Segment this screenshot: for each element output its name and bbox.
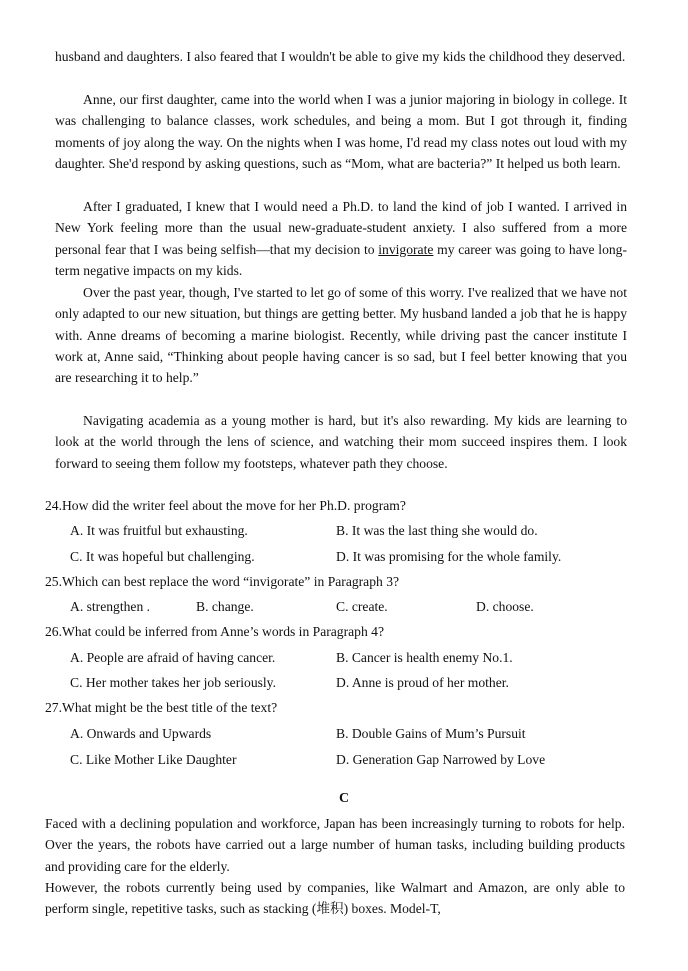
underlined-word-invigorate: invigorate: [378, 241, 434, 257]
question-24-stem: 24.How did the writer feel about the move for her Ph.D. program?: [45, 498, 406, 513]
paragraph-text: my career was going to have long-term negative impacts on my kids.: [55, 241, 627, 278]
question-27-option-d[interactable]: D. Generation Gap Narrowed by Love: [336, 752, 546, 767]
paragraph-text: Anne, our first daughter, came into the world when I was a junior majoring in biology in college. It was challenging to balance classes, work schedules, and being a mom. But I got through it, finding moments of joy along the way. On the nights when I was home, I'd read my class notes out loud with my daughter. She'd respond by asking questions, such as “Mom, what are bacteria?” It helped us both learn.: [55, 92, 627, 171]
question-27-stem: 27.What might be the best title of the text?: [45, 700, 278, 715]
passage-b-paragraph-3: [55, 282, 627, 388]
question-25-option-d[interactable]: D. choose.: [476, 599, 534, 614]
question-27-option-a[interactable]: A. Onwards and Upwards: [70, 726, 212, 741]
question-24-option-c[interactable]: C. It was hopeful but challenging.: [70, 549, 255, 564]
section-c-paragraph-1: [45, 813, 625, 877]
passage-b-paragraph-4: [55, 410, 627, 474]
question-25-stem: 25.Which can best replace the word “invigorate” in Paragraph 3?: [45, 574, 400, 589]
paragraph-text: Navigating academia as a young mother is hard, but it's also rewarding. My kids are learning to look at the world through the lens of science, and watching their mom succeed inspires them. I look forward to seeing them follow my footsteps, whatever path they choose.: [55, 413, 627, 471]
paragraph-text: Over the past year, though, I've started to let go of some of this worry. I've realized that we have not only adapted to our new situation, but things are getting better. My husband landed a job that he is happy with. Anne dreams of becoming a marine biologist. Recently, while driving past the cancer institute I work at, Anne said, “Thinking about people having cancer is so sad, but I feel better knowing that you are researching it to help.”: [55, 285, 627, 386]
question-25-option-b[interactable]: B. change.: [196, 599, 254, 614]
question-27-option-c[interactable]: C. Like Mother Like Daughter: [70, 752, 237, 767]
question-24-option-b[interactable]: B. It was the last thing she would do.: [336, 523, 538, 538]
section-c-heading: C: [338, 791, 350, 806]
paragraph-text: Faced with a declining population and workforce, Japan has been increasingly turning to robots for help. Over the years, the robots have carried out a large number of human tasks, including building products and providing care for the elderly.: [45, 816, 625, 874]
question-24-option-a[interactable]: A. It was fruitful but exhausting.: [70, 523, 248, 538]
paragraph-text: However, the robots currently being used by companies, like Walmart and Amazon, are only able to perform single, repetitive tasks, such as stacking (堆积) boxes. Model-T,: [45, 880, 625, 917]
paragraph-text: After I graduated, I knew that I would need a Ph.D. to land the kind of job I wanted. I arrived in New York feeling more than the usual new-graduate-student anxiety. I also suffered from a more personal fear that I was being selfish—that my decision to: [55, 199, 627, 257]
passage-b-paragraph-0: [55, 46, 627, 67]
question-27-option-b[interactable]: B. Double Gains of Mum’s Pursuit: [336, 726, 526, 741]
section-c-paragraph-2: [45, 877, 625, 920]
question-25-option-a[interactable]: A. strengthen .: [70, 599, 151, 614]
paragraph-text: husband and daughters. I also feared that I wouldn't be able to give my kids the childhood they deserved.: [55, 49, 626, 64]
question-25-option-c[interactable]: C. create.: [336, 599, 388, 614]
question-26-option-c[interactable]: C. Her mother takes her job seriously.: [70, 675, 276, 690]
question-26-option-d[interactable]: D. Anne is proud of her mother.: [336, 675, 509, 690]
passage-b-paragraph-2: [55, 196, 627, 281]
passage-b-paragraph-1: [55, 89, 627, 174]
question-26-option-b[interactable]: B. Cancer is health enemy No.1.: [336, 650, 513, 665]
question-26-stem: 26.What could be inferred from Anne’s words in Paragraph 4?: [45, 624, 384, 639]
question-24-option-d[interactable]: D. It was promising for the whole family.: [336, 549, 562, 564]
question-26-option-a[interactable]: A. People are afraid of having cancer.: [70, 650, 276, 665]
